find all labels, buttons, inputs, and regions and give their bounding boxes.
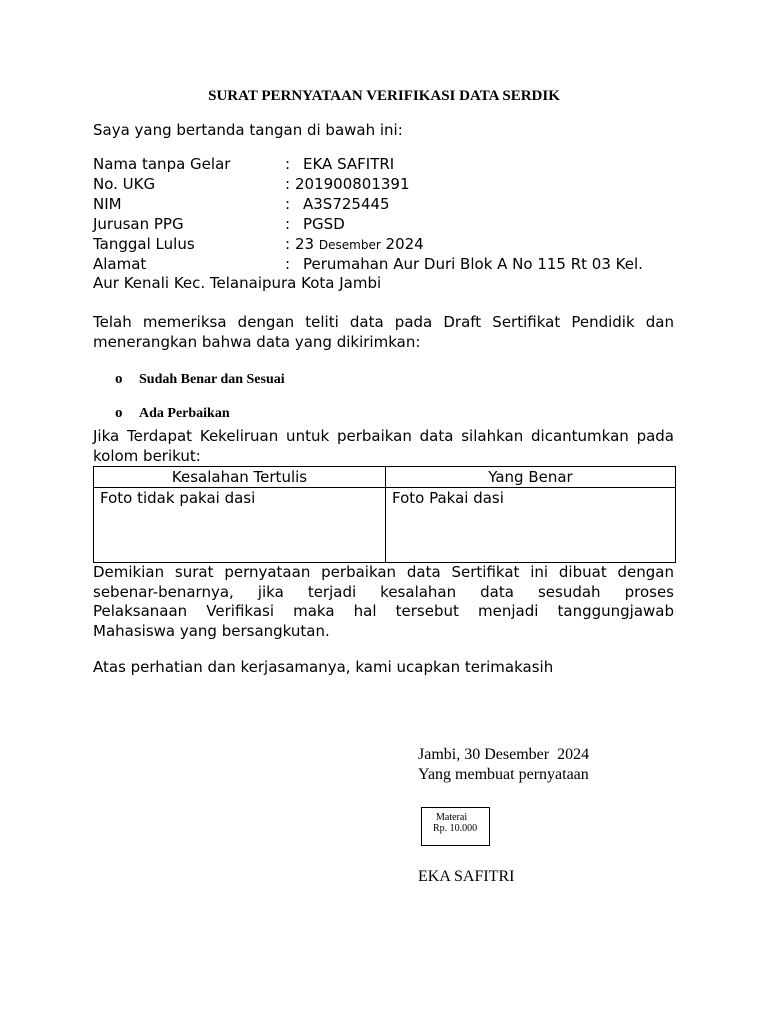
field-label-lulus: Tanggal Lulus (93, 235, 195, 253)
field-colon: : (285, 235, 291, 253)
field-label-nama: Nama tanpa Gelar (93, 155, 231, 173)
table-row (94, 488, 676, 563)
field-colon: : (285, 155, 291, 173)
field-colon: : (285, 175, 291, 193)
field-label-ukg: No. UKG (93, 175, 156, 193)
paragraph-statement-line: Demikian surat pernyataan perbaikan data Sertifikat ini dibuat dengan (93, 563, 674, 581)
intro-text: Saya yang bertanda tangan di bawah ini: (93, 121, 403, 139)
option-ada-perbaikan: Ada Perbaikan (139, 406, 230, 421)
cell-kesalahan: Foto tidak pakai dasi (94, 488, 386, 563)
option-sudah-benar: Sudah Benar dan Sesuai (139, 372, 285, 387)
field-value-nim: A3S725445 (303, 195, 390, 213)
field-value-nama: EKA SAFITRI (303, 155, 395, 173)
lulus-day: 23 (295, 235, 315, 253)
correction-table (93, 466, 676, 563)
lulus-month: Desember (318, 238, 381, 252)
closing-text: Atas perhatian dan kerjasamanya, kami ucapkan terimakasih (93, 658, 554, 676)
cell-yang-benar: Foto Pakai dasi (386, 488, 676, 563)
column-header-yang-benar: Yang Benar (386, 467, 676, 488)
lulus-year: 2024 (385, 235, 424, 253)
field-value-alamat: Perumahan Aur Duri Blok A No 115 Rt 03 Kel. (303, 255, 643, 273)
paragraph-statement-line: Mahasiswa yang bersangkutan. (93, 622, 330, 640)
signature-role: Yang membuat pernyataan (418, 766, 589, 783)
column-header-kesalahan: Kesalahan Tertulis (94, 467, 386, 488)
option-bullet: o (115, 371, 123, 387)
option-bullet: o (115, 405, 123, 421)
field-value-ukg: 201900801391 (295, 175, 410, 193)
table-header-row (94, 467, 676, 488)
correction-note-line: kolom berikut: (93, 447, 201, 465)
field-colon: : (285, 215, 291, 233)
field-value-alamat-cont: Aur Kenali Kec. Telanaipura Kota Jambi (93, 274, 382, 292)
signature-name: EKA SAFITRI (418, 868, 515, 885)
field-value-jurusan: PGSD (303, 215, 345, 233)
stamp-value: Rp. 10.000 (433, 823, 478, 834)
paragraph-check-line: Telah memeriksa dengan teliti data pada Draft Sertifikat Pendidik dan (93, 313, 674, 331)
correction-note-line: Jika Terdapat Kekeliruan untuk perbaikan data silahkan dicantumkan pada (93, 427, 674, 445)
paragraph-check-line: menerangkan bahwa data yang dikirimkan: (93, 333, 421, 351)
field-label-nim: NIM (93, 195, 122, 213)
field-colon: : (285, 195, 291, 213)
field-colon: : (285, 255, 291, 273)
field-value-lulus (295, 234, 424, 255)
materai-stamp-box (421, 807, 490, 846)
field-label-jurusan: Jurusan PPG (93, 215, 184, 233)
field-label-alamat: Alamat (93, 255, 147, 273)
stamp-label: Materai (436, 812, 468, 823)
paragraph-statement-line: Pelaksanaan Verifikasi maka hal tersebut menjadi tanggungjawab (93, 602, 674, 620)
document-title: SURAT PERNYATAAN VERIFIKASI DATA SERDIK (208, 88, 560, 104)
signature-place-date: Jambi, 30 Desember 2024 (418, 746, 590, 763)
paragraph-statement-line: sebenar-benarnya, jika terjadi kesalahan data sesudah proses (93, 583, 674, 601)
